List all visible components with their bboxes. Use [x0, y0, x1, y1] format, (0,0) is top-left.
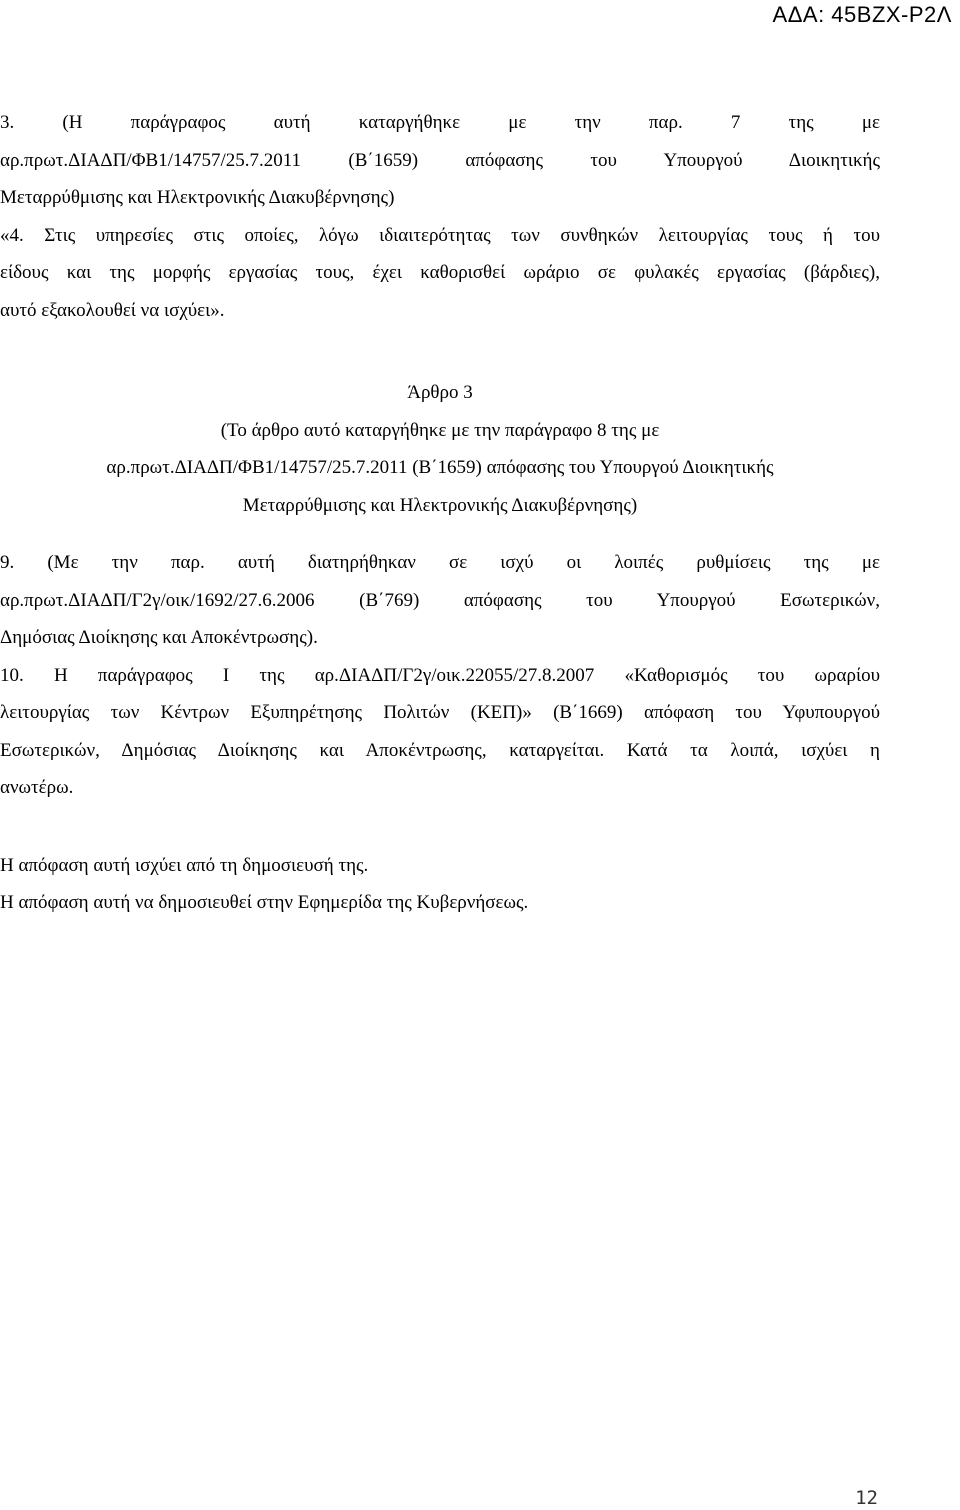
text-line: ανωτέρω.: [0, 777, 74, 798]
paragraph-10: [0, 657, 880, 807]
paragraph-9: [0, 544, 880, 657]
text-line: Μεταρρύθμισης και Ηλεκτρονικής Διακυβέρνησης): [0, 187, 395, 208]
text-line: Μεταρρύθμισης και Ηλεκτρονικής Διακυβέρνησης): [242, 494, 638, 516]
text-line: λειτουργίας των Κέντρων Εξυπηρέτησης Πολιτών (ΚΕΠ)» (Β΄1669) απόφαση του Υφυπουργού: [0, 702, 880, 723]
document-body: [0, 104, 880, 922]
article-3: [0, 374, 880, 524]
text-line: αυτό εξακολουθεί να ισχύει».: [0, 299, 225, 321]
text-line: 10. Η παράγραφος Ι της αρ.ΔΙΑΔΠ/Γ2γ/οικ.22055/27.8.2007 «Καθορισμός του ωραρίου: [0, 664, 880, 686]
text-line: Δημόσιας Διοίκησης και Αποκέντρωσης).: [0, 627, 318, 648]
paragraph-4: [0, 217, 880, 330]
page-number: 12: [855, 1487, 878, 1509]
text-line: είδους και της μορφής εργασίας τους, έχει καθορισθεί ωράριο σε φυλακές εργασίας (βάρδιες),: [0, 262, 880, 283]
text-line: 9. (Με την παρ. αυτή διατηρήθηκαν σε ισχύ οι λοιπές ρυθμίσεις της με: [0, 552, 880, 573]
text-line: 3. (Η παράγραφος αυτή καταργήθηκε με την παρ. 7 της με: [0, 112, 880, 133]
text-line: αρ.πρωτ.ΔΙΑΔΠ/Γ2γ/οικ/1692/27.6.2006 (Β΄769) απόφασης του Υπουργού Εσωτερικών,: [0, 589, 880, 611]
article-title: Άρθρο 3: [407, 382, 473, 403]
text-line: αρ.πρωτ.ΔΙΑΔΠ/ΦΒ1/14757/25.7.2011 (Β΄1659) απόφασης του Υπουργού Διοικητικής: [106, 457, 774, 478]
paragraph-3: [0, 104, 880, 217]
closing-statements: [0, 847, 880, 922]
text-line: (Το άρθρο αυτό καταργήθηκε με την παράγραφο 8 της με: [220, 419, 660, 441]
text-line: Εσωτερικών, Δημόσιας Διοίκησης και Αποκέντρωσης, καταργείται. Κατά τα λοιπά, ισχύει η: [0, 739, 880, 761]
text-line: αρ.πρωτ.ΔΙΑΔΠ/ΦΒ1/14757/25.7.2011 (Β΄1659) απόφασης του Υπουργού Διοικητικής: [0, 149, 880, 171]
text-line: «4. Στις υπηρεσίες στις οποίες, λόγω ιδιαιτερότητας των συνθηκών λειτουργίας τους ή του: [0, 224, 880, 246]
ada-code: ΑΔΑ: 45ΒΖΧ-Ρ2Λ: [772, 2, 952, 27]
closing-line-1: Η απόφαση αυτή ισχύει από τη δημοσιευσή της.: [0, 854, 369, 876]
closing-line-2: Η απόφαση αυτή να δημοσιευθεί στην Εφημερίδα της Κυβερνήσεως.: [0, 892, 529, 913]
